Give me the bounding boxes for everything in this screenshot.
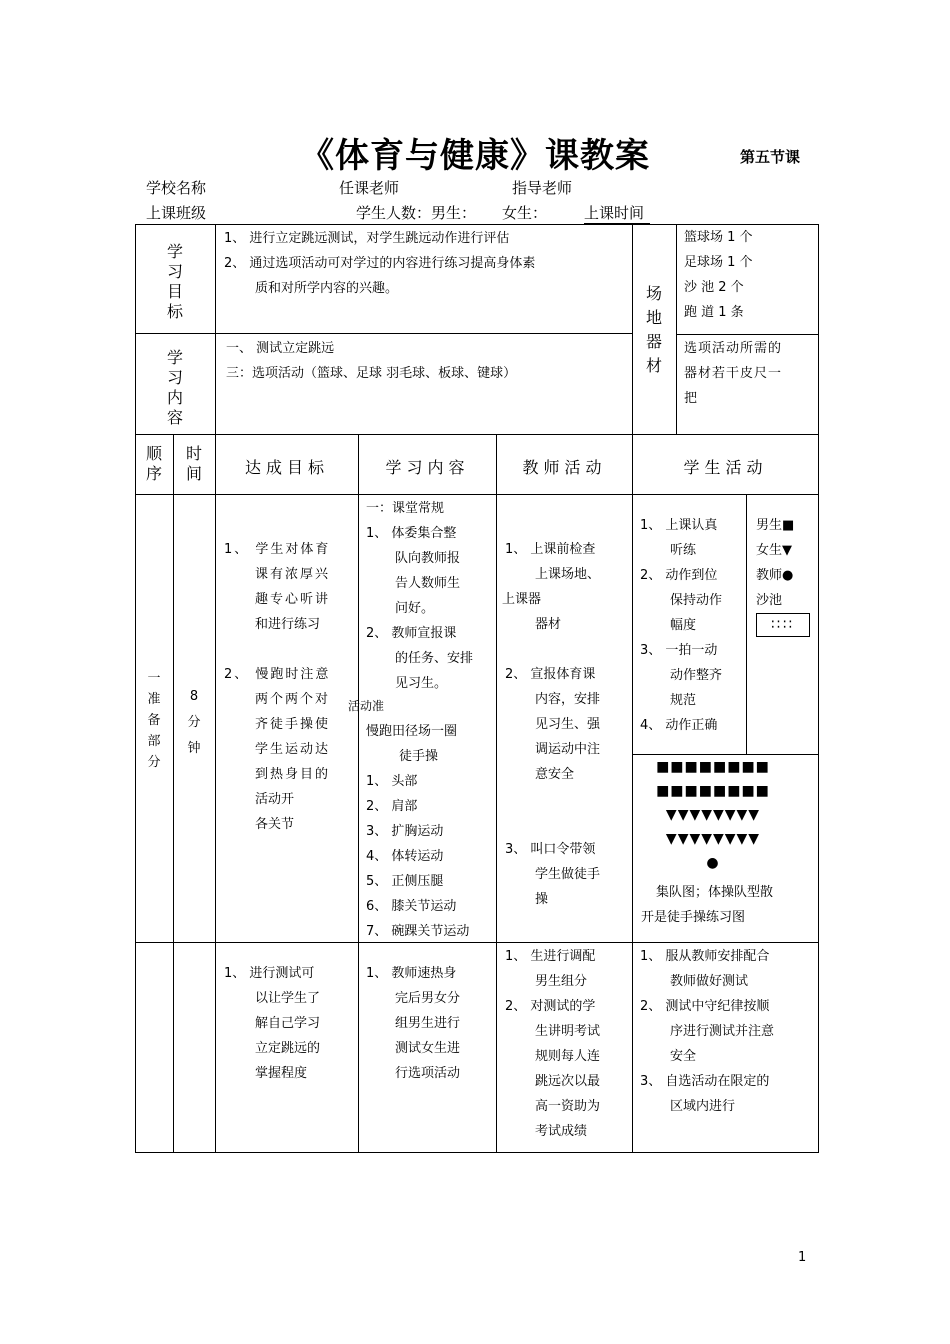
sandpit-symbol: ∷∷ — [756, 613, 810, 637]
part1-content-4: 告人数师生 — [395, 576, 461, 591]
formation-teacher: ● — [706, 855, 720, 871]
part1-goal-9: 到热身目的 — [255, 767, 331, 782]
part1-teacher-6: 2、 宣报体育课 — [505, 667, 596, 682]
part2-teacher-6: 跳远次以最 — [535, 1074, 601, 1089]
venue-item-2: 足球场 1 个 — [684, 255, 753, 270]
part1-student-7: 动作整齐 — [670, 668, 723, 683]
part1-content-2: 1、 体委集合整 — [366, 526, 457, 541]
part1-content-9: 活动准 — [348, 699, 385, 713]
legend-sandpit: 沙池 — [756, 593, 783, 608]
part2-student-6: 3、 自选活动在限定的 — [640, 1074, 770, 1089]
part2-goal-4: 立定跳远的 — [255, 1041, 321, 1056]
part1-teacher-4: 器材 — [535, 617, 562, 632]
objective-2: 2、 通过选项活动可对学过的内容进行练习提高身体素 — [224, 256, 536, 271]
part1-content-14: 3、 扩胸运动 — [366, 824, 444, 839]
part2-teacher-5: 规则每人连 — [535, 1049, 601, 1064]
part1-goal-1: 1、 学生对体育 — [224, 542, 331, 557]
part1-content-7: 的任务、安排 — [395, 651, 474, 666]
header-goal: 达成目标 — [244, 458, 329, 477]
part2-student-4: 序进行测试并注意 — [670, 1024, 775, 1039]
part2-goal-3: 解自己学习 — [255, 1016, 321, 1031]
part2-teacher-2: 男生组分 — [535, 974, 588, 989]
part1-student-1: 1、 上课认真 — [640, 518, 718, 533]
venue-item-4: 跑 道 1 条 — [684, 305, 744, 320]
part1-content-12: 1、 头部 — [366, 774, 418, 789]
part1-goal-4: 和进行练习 — [255, 617, 321, 632]
part1-goal-5: 2、 慢跑时注意 — [224, 667, 331, 682]
part1-content-15: 4、 体转运动 — [366, 849, 444, 864]
part1-content-5: 问好。 — [395, 601, 435, 616]
header-content: 学习内容 — [385, 458, 470, 477]
formation-diagram — [633, 755, 793, 875]
formation-caption-1: 集队图；体操队型散 — [656, 885, 774, 900]
part1-goal-2: 课有浓厚兴 — [255, 567, 331, 582]
part1-teacher-7: 内容，安排 — [535, 692, 601, 707]
content-line-1: 一、 测试立定跳远 — [226, 341, 335, 356]
part1-teacher-1: 1、 上课前检查 — [505, 542, 596, 557]
venue-item-1: 篮球场 1 个 — [684, 230, 753, 245]
female-label: 女生： — [502, 204, 548, 222]
part1-teacher-13: 3、 叫口令带领 — [505, 842, 596, 857]
part1-goal-7: 齐徒手操使 — [255, 717, 331, 732]
part1-content-17: 6、 膝关节运动 — [366, 899, 457, 914]
part1-order: 一 准 备 部 分 — [147, 671, 161, 770]
page-title: 《体育与健康》课教案 — [300, 136, 650, 176]
part2-content-3: 组男生进行 — [395, 1016, 461, 1031]
formation-row-male-1: ■■■■■■■■ — [656, 759, 770, 775]
part1-teacher-2: 上课场地、 — [535, 567, 601, 582]
formation-row-female-2: ▼▼▼▼▼▼▼▼ — [665, 831, 761, 847]
part1-teacher-3: 上课器 — [502, 592, 542, 607]
part1-goal-11: 各关节 — [255, 817, 295, 832]
part1-teacher-10: 意安全 — [535, 767, 575, 782]
part2-content-1: 1、 教师速热身 — [366, 966, 457, 981]
part1-student-8: 规范 — [670, 693, 697, 708]
header-order: 顺 序 — [145, 444, 162, 483]
part2-teacher-4: 生讲明考试 — [535, 1024, 601, 1039]
part1-content-13: 2、 肩部 — [366, 799, 418, 814]
part1-time: 8 分 钟 — [187, 689, 201, 756]
part2-student-5: 安全 — [670, 1049, 697, 1064]
guide-teacher-label: 指导老师 — [512, 179, 573, 197]
part2-teacher-8: 考试成绩 — [535, 1124, 588, 1139]
part2-content-4: 测试女生进 — [395, 1041, 461, 1056]
formation-row-female-1: ▼▼▼▼▼▼▼▼ — [665, 807, 761, 823]
venue-label: 场 地 器 材 — [645, 284, 662, 375]
part1-content-6: 2、 教师宣报课 — [366, 626, 457, 641]
part2-student-1: 1、 服从教师安排配合 — [640, 949, 770, 964]
part2-content-2: 完后男女分 — [395, 991, 461, 1006]
header-student: 学生活动 — [683, 458, 768, 477]
part1-goal-6: 两个两个对 — [255, 692, 331, 707]
part1-teacher-14: 学生做徒手 — [535, 867, 601, 882]
equipment-line-1: 选项活动所需的 — [684, 341, 783, 356]
part2-student-2: 教师做好测试 — [670, 974, 749, 989]
part1-teacher-15: 操 — [535, 892, 549, 907]
legend-female: 女生▼ — [756, 543, 792, 558]
part2-teacher-1: 1、 生进行调配 — [505, 949, 596, 964]
teacher-label: 任课老师 — [339, 179, 400, 197]
legend-teacher: 教师● — [756, 568, 794, 583]
objective-1: 1、 进行立定跳远测试，对学生跳远动作进行评估 — [224, 231, 510, 246]
objectives-label: 学 习 目 标 — [166, 242, 183, 321]
part1-content-18: 7、 碗踝关节运动 — [366, 924, 470, 939]
part1-teacher-8: 见习生、强 — [535, 717, 601, 732]
part2-goal-5: 掌握程度 — [255, 1066, 308, 1081]
formation-row-male-2: ■■■■■■■■ — [656, 783, 770, 799]
part1-student-3: 2、 动作到位 — [640, 568, 718, 583]
part2-teacher-3: 2、 对测试的学 — [505, 999, 596, 1014]
part2-student-3: 2、 测试中守纪律按顺 — [640, 999, 770, 1014]
part1-goal-8: 学生运动达 — [255, 742, 331, 757]
legend-male: 男生■ — [756, 518, 795, 533]
part2-teacher-7: 高一资助为 — [535, 1099, 601, 1114]
part1-student-5: 幅度 — [670, 618, 697, 633]
formation-caption-2: 开是徒手操练习图 — [641, 910, 746, 925]
part1-student-6: 3、 一拍一动 — [640, 643, 718, 658]
part1-content-11: 徒手操 — [399, 749, 439, 764]
school-name-label: 学校名称 — [146, 179, 207, 197]
part1-goal-10: 活动开 — [255, 792, 295, 807]
lesson-number: 第五节课 — [740, 148, 801, 166]
part1-content-10: 慢跑田径场一圈 — [366, 724, 458, 739]
header-time: 时 间 — [185, 444, 202, 483]
part1-student-9: 4、 动作正确 — [640, 718, 718, 733]
equipment-line-3: 把 — [684, 391, 698, 406]
part1-content-16: 5、 正侧压腿 — [366, 874, 444, 889]
part1-teacher-9: 调运动中注 — [535, 742, 601, 757]
venue-item-3: 沙 池 2 个 — [684, 280, 744, 295]
class-label: 上课班级 — [146, 204, 207, 222]
content-line-2: 三：选项活动（篮球、足球 羽毛球、板球、键球） — [226, 366, 517, 381]
part1-content-3: 队向教师报 — [395, 551, 461, 566]
students-label: 学生人数：男生： — [356, 204, 477, 222]
part2-goal-2: 以让学生了 — [255, 991, 321, 1006]
part2-goal-1: 1、 进行测试可 — [224, 966, 315, 981]
part1-goal-3: 趣专心听讲 — [255, 592, 331, 607]
part1-content-1: 一：课堂常规 — [366, 501, 445, 516]
class-time-label: 上课时间 — [584, 202, 650, 224]
page-number: 1 — [798, 1250, 807, 1265]
part1-student-4: 保持动作 — [670, 593, 723, 608]
part1-student-2: 听练 — [670, 543, 697, 558]
header-teacher: 教师活动 — [522, 458, 607, 477]
equipment-line-2: 器材若干皮尺一 — [684, 366, 783, 381]
part2-content-5: 行选项活动 — [395, 1066, 461, 1081]
part1-content-8: 见习生。 — [395, 676, 448, 691]
objective-2-cont: 质和对所学内容的兴趣。 — [255, 281, 399, 296]
part2-student-7: 区域内进行 — [670, 1099, 736, 1114]
content-label: 学 习 内 容 — [166, 348, 183, 427]
